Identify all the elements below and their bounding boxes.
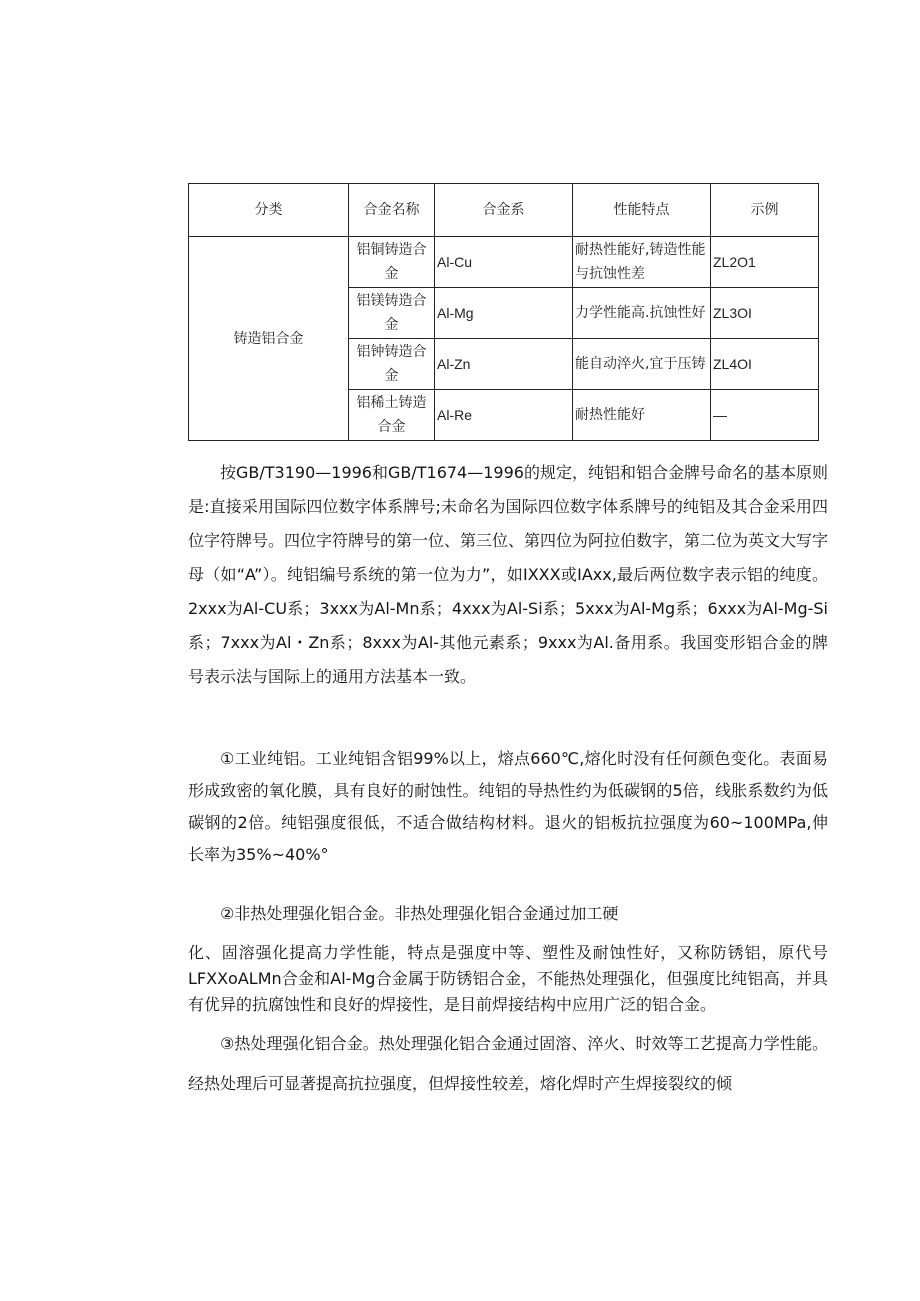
alloy-system-cell: Al-Zn — [435, 339, 573, 390]
feature-cell: 耐热性能好,铸造性能与抗蚀性差 — [573, 237, 711, 288]
alloy-system-cell: Al-Mg — [435, 288, 573, 339]
example-cell: ZL4OI — [711, 339, 819, 390]
paragraph-heat-treatable: ③热处理强化铝合金。热处理强化铝合金通过固溶、淬火、时效等工艺提高力学性能。经热处理后可显著提高抗拉强度，但焊接性较差，熔化焊时产生焊接裂纹的倾 — [188, 1034, 828, 1093]
header-alloy-name: 合金名称 — [349, 184, 435, 237]
alloy-name-cell: 铝稀土铸造合金 — [349, 390, 435, 441]
category-cell: 铸造铝合金 — [189, 237, 349, 441]
paragraph-non-heat-treatable-body: 化、固溶强化提高力学性能，特点是强度中等、塑性及耐蚀性好，又称防锈铝，原代号LFXXoALMn合金和Al-Mg合金属于防锈铝合金，不能热处理强化，但强度比纯铝高，并具有优异的抗腐蚀性和良好的焊接性，是目前焊接结构中应用广泛的铝合金。 — [188, 943, 828, 1014]
example-cell: ZL3OI — [711, 288, 819, 339]
feature-cell: 能自动淬火,宜于压铸 — [573, 339, 711, 390]
paragraph-non-heat-treatable-heading: ②非热处理强化铝合金。非热处理强化铝合金通过加工硬 — [220, 904, 619, 923]
header-alloy-system: 合金系 — [435, 184, 573, 237]
header-category: 分类 — [189, 184, 349, 237]
table-row — [189, 237, 819, 288]
header-features: 性能特点 — [573, 184, 711, 237]
alloy-system-cell: Al-Cu — [435, 237, 573, 288]
alloy-name-cell: 铝铜铸造合金 — [349, 237, 435, 288]
header-example: 示例 — [711, 184, 819, 237]
alloy-classification-table — [188, 183, 819, 441]
alloy-system-cell: Al-Re — [435, 390, 573, 441]
example-cell: — — [711, 390, 819, 441]
paragraph-pure-aluminum: ①工业纯铝。工业纯铝含铝99%以上，熔点660℃,熔化时没有任何颜色变化。表面易形成致密的氧化膜，具有良好的耐蚀性。纯铝的导热性约为低碳钢的5倍，线胀系数约为低碳钢的2倍。纯铝强度很低，不适合做结构材料。退火的铝板抗拉强度为60~100MPa,伸长率为35%~40%° — [188, 749, 828, 864]
feature-cell: 力学性能高.抗蚀性好 — [573, 288, 711, 339]
alloy-name-cell: 铝钟铸造合金 — [349, 339, 435, 390]
feature-cell: 耐热性能好 — [573, 390, 711, 441]
alloy-name-cell: 铝镁铸造合金 — [349, 288, 435, 339]
paragraph-naming-rules: 按GB/T3190—1996和GB/T1674—1996的规定，纯铝和铝合金牌号命名的基本原则是:直接采用国际四位数字体系牌号;未命名为国际四位数字体系牌号的纯铝及其合金采用四位字符牌号。四位字符牌号的第一位、第三位、第四位为阿拉伯数字，第二位为英文大写字母（如“A”）。纯铝编号系统的第一位为力”，如IXXX或IAxx,最后两位数字表示铝的纯度。2xxx为Al-CU系；3xxx为Al-Mn系；4xxx为Al-Si系；5xxx为Al-Mg系；6xxx为Al-Mg-Si系；7xxx为Al・Zn系；8xxx为Al-其他元素系；9xxx为Al.备用系。我国变形铝合金的牌号表示法与国际上的通用方法基本一致。 — [188, 463, 829, 686]
table-header-row — [189, 184, 819, 237]
example-cell: ZL2O1 — [711, 237, 819, 288]
